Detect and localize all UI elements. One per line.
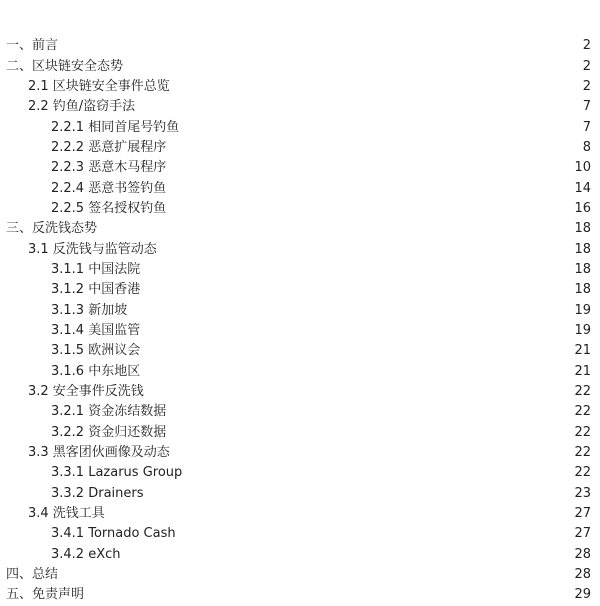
toc-entry[interactable] (0, 484, 600, 504)
toc-entry-page-number: 10 (574, 160, 591, 176)
toc-entry-page-number: 18 (574, 221, 591, 237)
toc-entry-title: 五、免责声明 (6, 587, 85, 603)
toc-entry[interactable] (0, 77, 600, 97)
toc-entry-page-number: 22 (574, 445, 591, 461)
toc-entry[interactable] (0, 545, 600, 565)
toc-entry[interactable] (0, 341, 600, 361)
toc-entry-page-number: 29 (574, 587, 591, 603)
toc-entry-page-number: 19 (574, 322, 591, 338)
toc-entry[interactable] (0, 239, 600, 259)
toc-entry-page-number: 7 (582, 99, 591, 115)
toc-entry[interactable] (0, 463, 600, 483)
toc-entry-title: 3.1.4 美国监管 (51, 322, 141, 338)
toc-entry[interactable] (0, 260, 600, 280)
toc-entry[interactable] (0, 504, 600, 524)
toc-entry[interactable] (0, 219, 600, 239)
toc-entry[interactable] (0, 199, 600, 219)
toc-entry-title: 3.3.2 Drainers (51, 485, 144, 501)
toc-entry[interactable] (0, 158, 600, 178)
toc-entry[interactable] (0, 524, 600, 544)
toc-entry[interactable] (0, 36, 600, 56)
toc-entry-title: 2.2 钓鱼/盗窃手法 (28, 99, 136, 115)
toc-entry-page-number: 18 (574, 282, 591, 298)
toc-entry-title: 2.2.1 相同首尾号钓鱼 (51, 119, 180, 135)
toc-entry[interactable] (0, 585, 600, 605)
toc-entry[interactable] (0, 138, 600, 158)
toc-entry-title: 3.1.5 欧洲议会 (51, 343, 141, 359)
toc-entry[interactable] (0, 117, 600, 137)
toc-entry[interactable] (0, 300, 600, 320)
toc-entry-title: 3.1.6 中东地区 (51, 363, 141, 379)
toc-entry-page-number: 2 (582, 38, 591, 54)
toc-entry[interactable] (0, 362, 600, 382)
toc-entry-page-number: 18 (574, 261, 591, 277)
toc-entry[interactable] (0, 382, 600, 402)
toc-entry-title: 3.1.3 新加坡 (51, 302, 128, 318)
toc-entry[interactable] (0, 280, 600, 300)
toc-entry-title: 2.2.3 恶意木马程序 (51, 160, 167, 176)
toc-entry[interactable] (0, 443, 600, 463)
toc-entry-title: 3.2 安全事件反洗钱 (28, 384, 144, 400)
toc-entry-title: 2.2.2 恶意扩展程序 (51, 139, 167, 155)
toc-entry[interactable] (0, 321, 600, 341)
toc-entry-page-number: 22 (574, 465, 591, 481)
toc-entry-page-number: 21 (574, 343, 591, 359)
toc-entry-page-number: 22 (574, 384, 591, 400)
toc-entry-page-number: 7 (582, 119, 591, 135)
toc-entry-title: 二、区块链安全态势 (6, 58, 124, 74)
toc-entry-page-number: 16 (574, 200, 591, 216)
toc-entry-title: 3.4.2 eXch (51, 546, 121, 562)
toc-entry-title: 3.4 洗钱工具 (28, 506, 105, 522)
toc-entry[interactable] (0, 97, 600, 117)
toc-entry[interactable] (0, 423, 600, 443)
toc-entry-title: 3.3.1 Lazarus Group (51, 465, 183, 481)
toc-entry-page-number: 2 (582, 58, 591, 74)
toc-entry-page-number: 22 (574, 424, 591, 440)
toc-entry-title: 3.1.1 中国法院 (51, 261, 141, 277)
toc-entry-page-number: 28 (574, 546, 591, 562)
toc-entry-page-number: 18 (574, 241, 591, 257)
toc-entry-title: 3.1.2 中国香港 (51, 282, 141, 298)
toc-entry-title: 2.1 区块链安全事件总览 (28, 78, 170, 94)
toc-entry-title: 2.2.5 签名授权钓鱼 (51, 200, 167, 216)
toc-entry-page-number: 22 (574, 404, 591, 420)
toc-entry-page-number: 2 (582, 78, 591, 94)
toc-entry-page-number: 14 (574, 180, 591, 196)
toc-entry-page-number: 23 (574, 485, 591, 501)
toc-entry-title: 3.2.1 资金冻结数据 (51, 404, 167, 420)
toc-entry-page-number: 8 (582, 139, 591, 155)
toc-entry-title: 3.3 黑客团伙画像及动态 (28, 445, 170, 461)
toc-entry-title: 三、反洗钱态势 (6, 221, 98, 237)
toc-entry-title: 3.1 反洗钱与监管动态 (28, 241, 157, 257)
toc-entry-page-number: 21 (574, 363, 591, 379)
toc-entry-page-number: 27 (574, 506, 591, 522)
toc-entry-title: 2.2.4 恶意书签钓鱼 (51, 180, 167, 196)
toc-entry-page-number: 28 (574, 567, 591, 583)
toc-entry-page-number: 19 (574, 302, 591, 318)
toc-entry[interactable] (0, 402, 600, 422)
toc-entry-title: 3.2.2 资金归还数据 (51, 424, 167, 440)
toc-entry-page-number: 27 (574, 526, 591, 542)
toc-entry-title: 3.4.1 Tornado Cash (51, 526, 176, 542)
toc-entry-title: 一、前言 (6, 38, 59, 54)
toc-entry[interactable] (0, 56, 600, 76)
toc-entry[interactable] (0, 178, 600, 198)
toc-entry-title: 四、总结 (6, 567, 59, 583)
toc-entry[interactable] (0, 565, 600, 585)
